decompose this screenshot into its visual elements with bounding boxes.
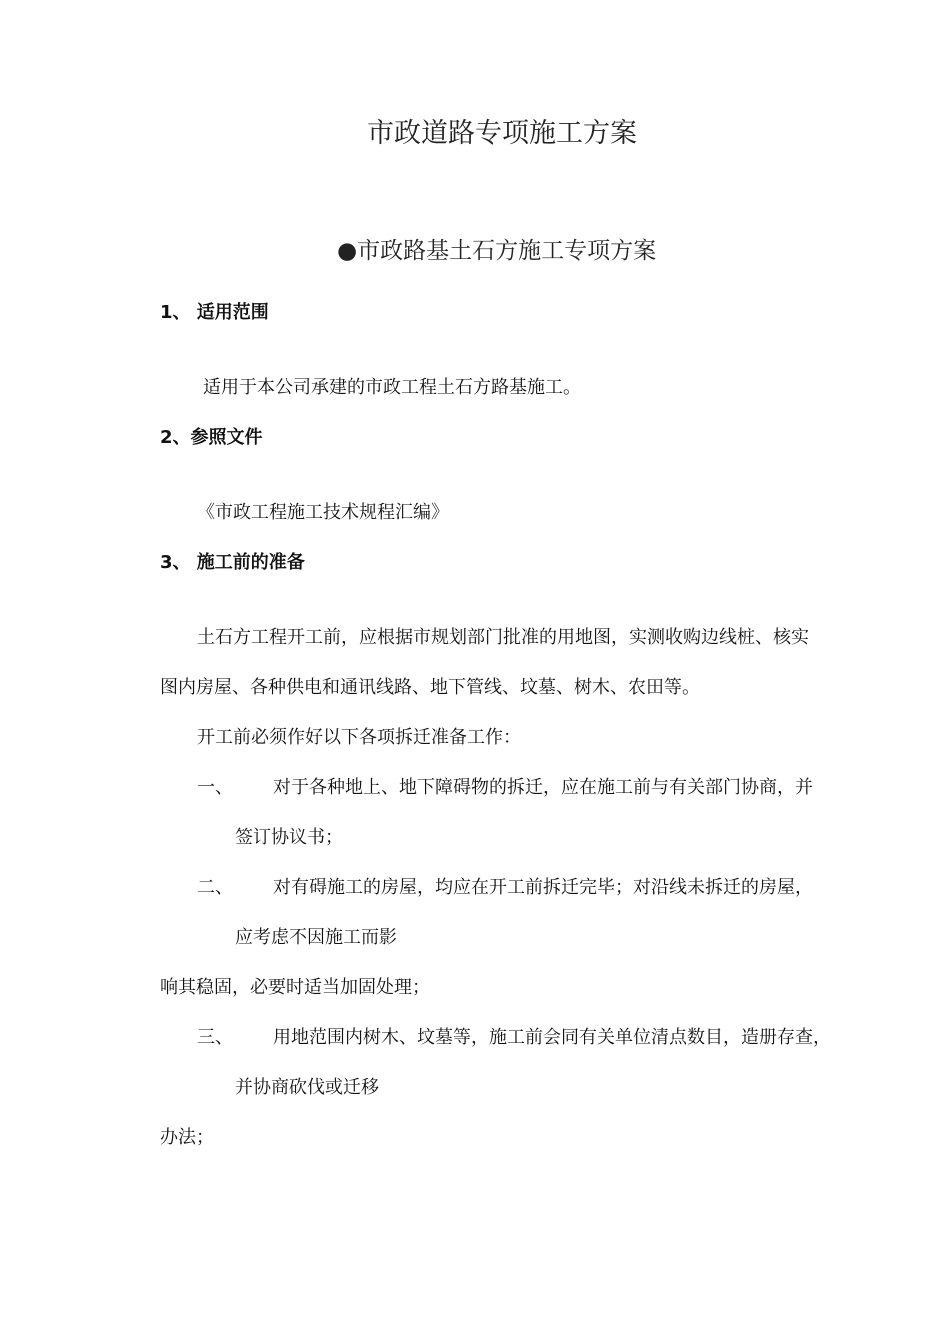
list-item-line: 应考虑不因施工而影 — [235, 927, 397, 948]
paragraph-intro: 开工前必须作好以下各项拆迁准备工作： — [197, 727, 521, 748]
section-heading-references: 2、参照文件 — [160, 427, 263, 448]
section-heading-preparation: 3、 施工前的准备 — [160, 552, 305, 573]
list-item-line: 签订协议书； — [235, 827, 343, 848]
list-item-number: 一、 — [197, 777, 233, 798]
section-heading-scope: 1、 适用范围 — [160, 302, 269, 323]
list-item-line: 办法； — [160, 1127, 214, 1148]
list-item-number: 三、 — [197, 1027, 233, 1048]
paragraph-line: 图内房屋、各种供电和通讯线路、地下管线、坟墓、树木、农田等。 — [160, 677, 700, 698]
document-title: 市政道路专项施工方案 — [367, 118, 637, 149]
section-text-scope: 适用于本公司承建的市政工程土石方路基施工。 — [203, 377, 581, 398]
list-item-number: 二、 — [197, 877, 233, 898]
list-item-line: 对于各种地上、地下障碍物的拆迁，应在施工前与有关部门协商，并 — [273, 777, 813, 798]
section-text-references: 《市政工程施工技术规程汇编》 — [197, 502, 449, 523]
list-item-line: 并协商砍伐或迁移 — [235, 1077, 379, 1098]
document-subtitle: ●市政路基土石方施工专项方案 — [337, 238, 657, 264]
list-item-line: 用地范围内树木、坟墓等，施工前会同有关单位清点数目，造册存查， — [273, 1027, 831, 1048]
paragraph-line: 土石方工程开工前，应根据市规划部门批准的用地图，实测收购边线桩、核实 — [197, 627, 809, 648]
list-item-line: 响其稳固，必要时适当加固处理； — [160, 977, 430, 998]
list-item-line: 对有碍施工的房屋，均应在开工前拆迁完毕；对沿线未拆迁的房屋， — [273, 877, 813, 898]
